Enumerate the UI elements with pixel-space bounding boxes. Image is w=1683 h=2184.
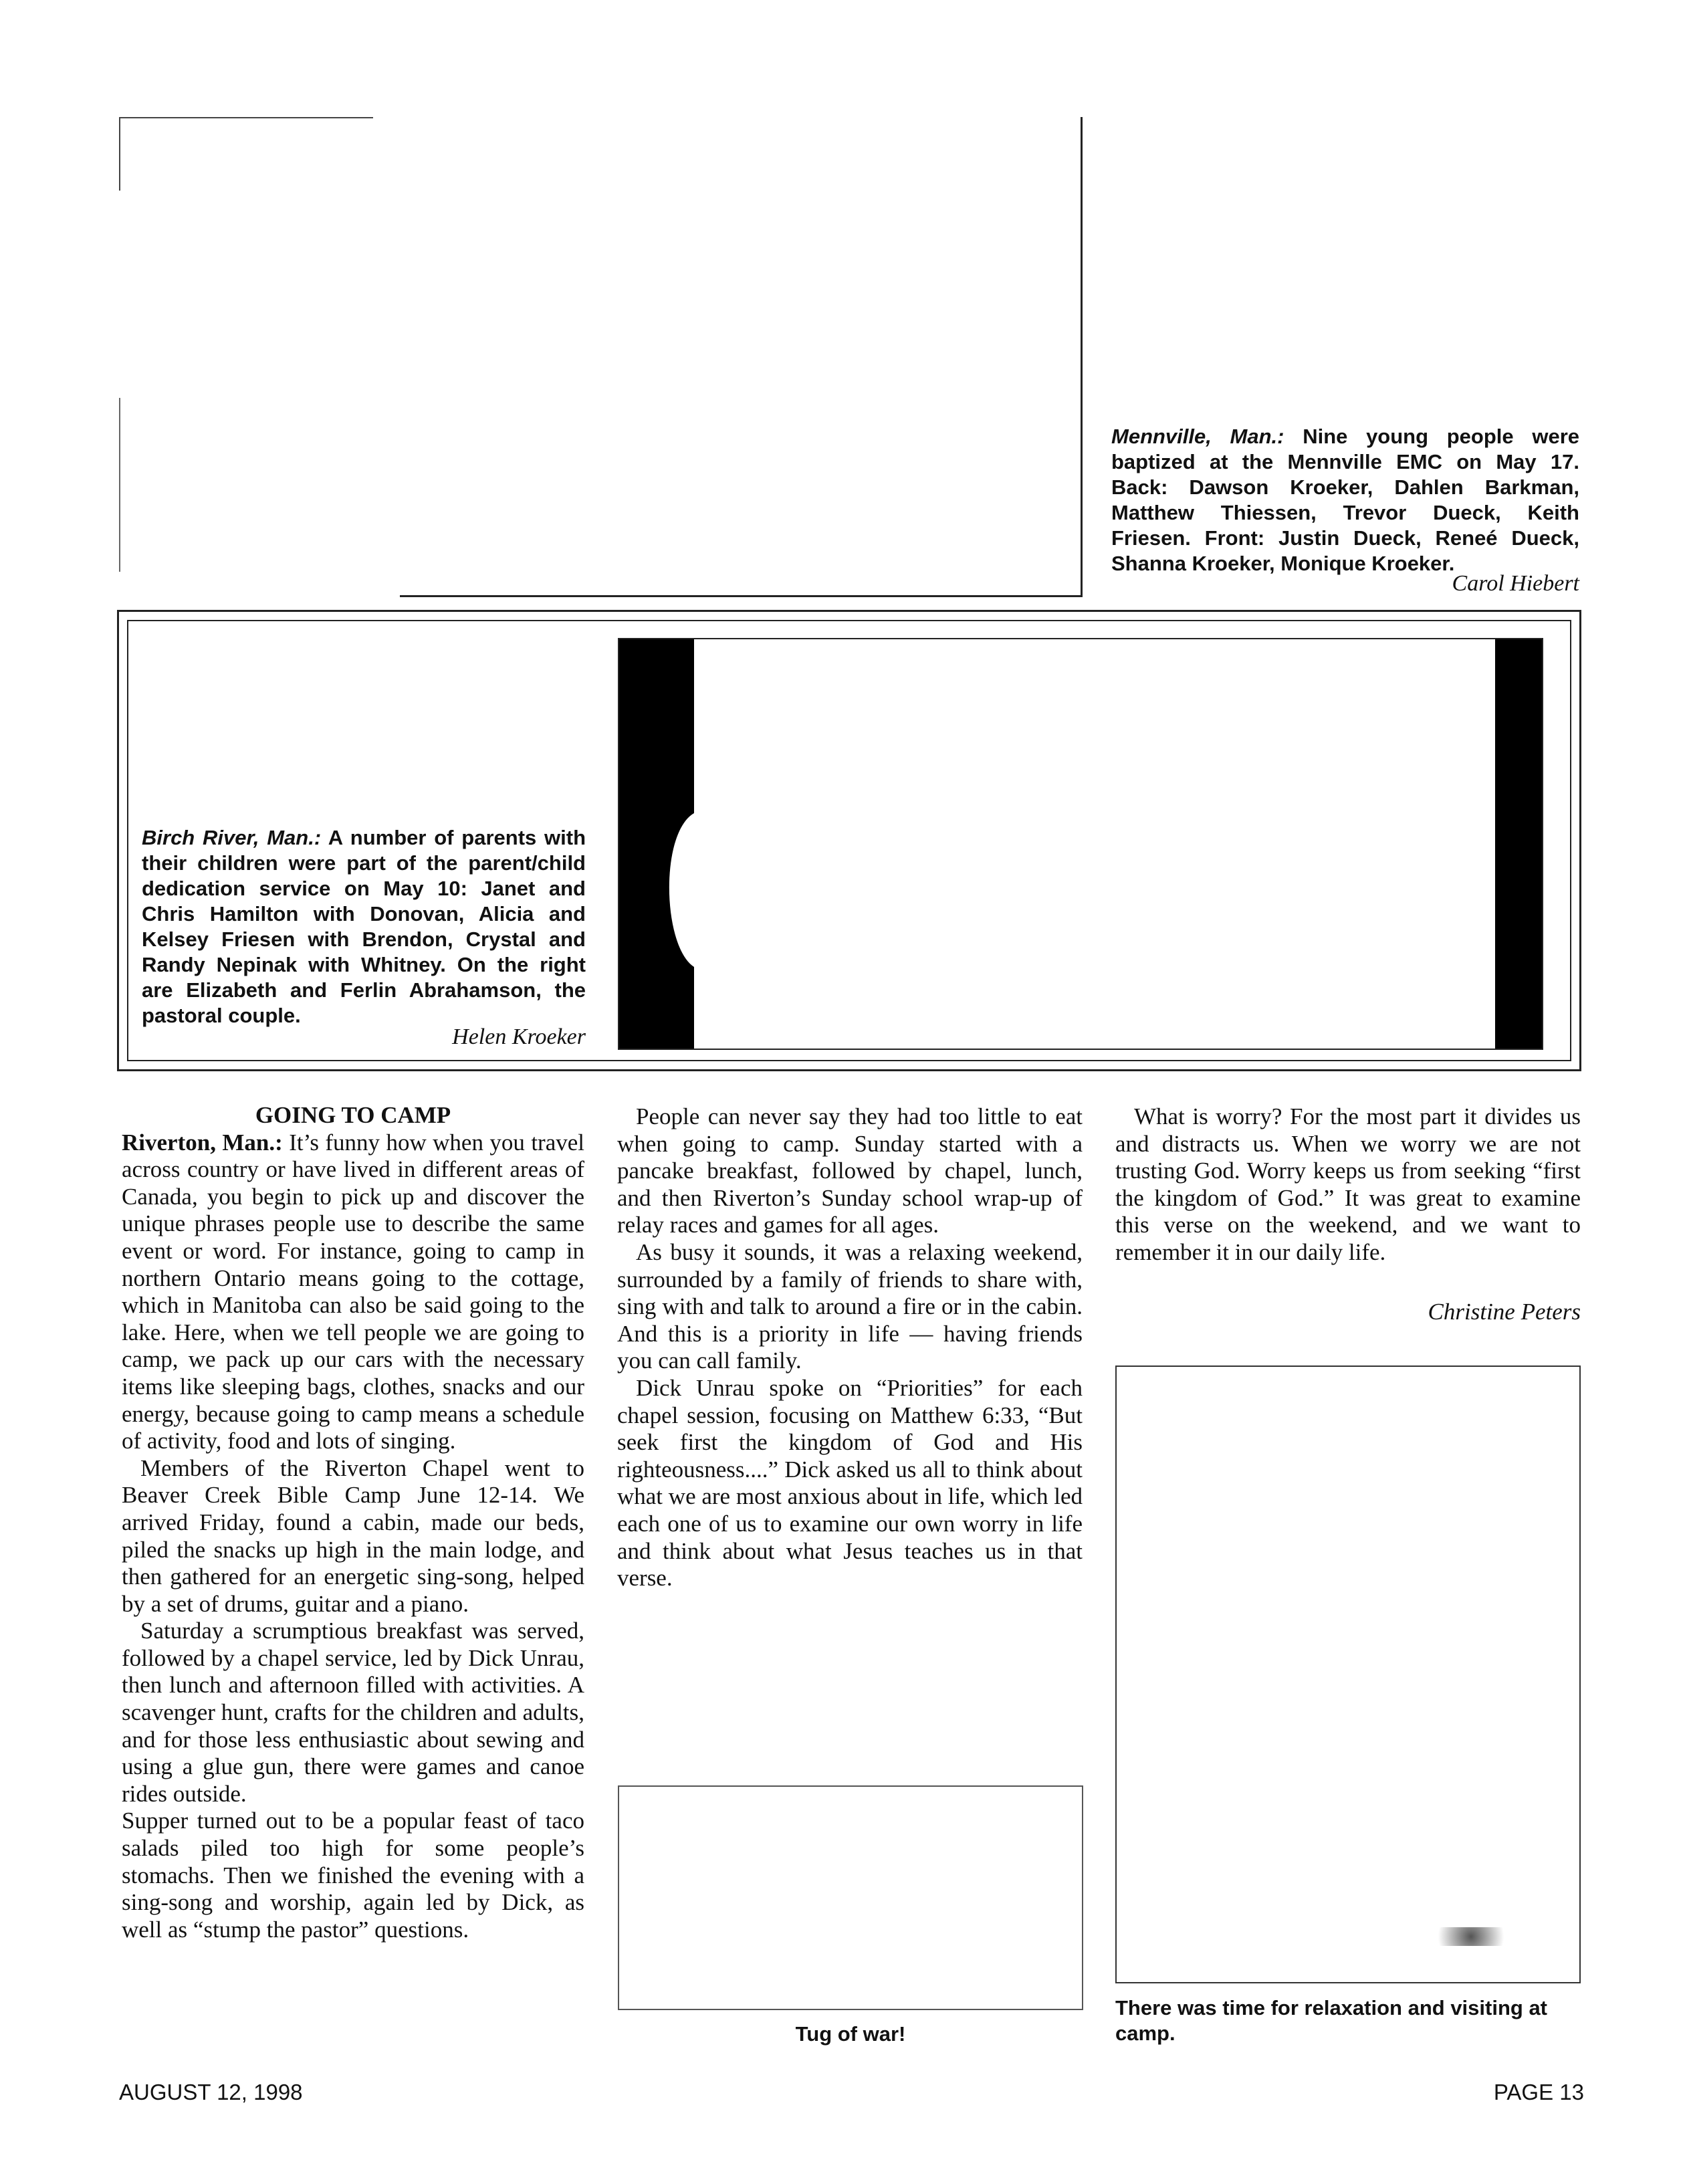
article-paragraph: People can never say they had too little to eat when going to camp. Sunday started with a pancake breakfast, followed by chapel, lunch, and then Riverton’s Sunday school wrap-up of relay races and games for all ages.: [617, 1103, 1083, 1238]
article-column-2: [617, 1103, 1083, 1592]
birch-river-caption-text: A number of parents with their children were part of the parent/child dedication service on May 10: Janet and Chris Hamilton with Donovan, Alicia and Kelsey Friesen with Brendon, Crystal and Randy Nepinak with Whitney. On the right are Elizabeth and Ferlin Abrahamson, the pastoral couple.: [142, 826, 586, 1027]
relaxation-photo: [1115, 1366, 1581, 1983]
article-paragraph: Members of the Riverton Chapel went to Beaver Creek Bible Camp June 12-14. We arrived Friday, found a cabin, made our beds, piled the snacks up high in the main lodge, and then gathered for an energetic sing-song, helped by a set of drums, guitar and a piano.: [122, 1454, 584, 1617]
article-byline: Christine Peters: [1428, 1299, 1581, 1325]
mennville-credit: Carol Hiebert: [1452, 571, 1579, 596]
footer-date: AUGUST 12, 1998: [119, 2080, 303, 2104]
mennville-place: Mennville, Man.:: [1111, 425, 1284, 448]
article-paragraph: [122, 1129, 584, 1455]
tug-of-war-photo: [618, 1785, 1083, 2010]
article-paragraph-text: It’s funny how when you travel across country or have lived in different areas of Canada, you begin to pick up and discover the unique phrases people use to describe the same event or word. For instance, going to camp in northern Ontario means going to the cottage, which in Manitoba can also be said going to the lake. Here, when we tell people we are going to camp, we pack up our cars with the necessary items like sleeping bags, clothes, snacks and our energy, because going to camp means a schedule of activity, food and lots of singing.: [122, 1129, 585, 1454]
mennville-caption: [1111, 424, 1579, 576]
footer-page-number: PAGE 13: [1493, 2080, 1584, 2104]
article-paragraph: What is worry? For the most part it divides us and distracts us. When we worry we are not trusting God. Worry keeps us from seeking “first the kingdom of God.” It was great to examine this verse on the weekend, and we want to remember it in our daily life.: [1115, 1103, 1581, 1265]
relaxation-caption: There was time for relaxation and visiting at camp.: [1115, 1996, 1548, 2045]
article-column-3: [1115, 1103, 1581, 1267]
birch-river-photo: [618, 638, 1543, 1050]
article-headline: GOING TO CAMP: [255, 1102, 451, 1128]
article-paragraph: Supper turned out to be a popular feast of taco salads piled too high for some people’s stomachs. Then we finished the evening with a sing-song and worship, again led by Dick, as well as “stump the pastor” questions.: [122, 1808, 584, 1943]
tug-of-war-caption: Tug of war!: [795, 2022, 906, 2046]
article-paragraph: As busy it sounds, it was a relaxing weekend, surrounded by a family of friends to share with, sing with and talk to around a fire or in the cabin. And this is a priority in life — having friends you can call family.: [617, 1238, 1083, 1374]
article-column-1: [122, 1102, 584, 1943]
mennville-caption-text: Nine young people were baptized at the Mennville EMC on May 17. Back: Dawson Kroeker, Dahlen Barkman, Matthew Thiessen, Trevor Dueck, Keith Friesen. Front: Justin Dueck, Reneé Dueck, Shanna Kroeker, Monique Kroeker.: [1111, 425, 1579, 575]
article-paragraph: Saturday a scrumptious breakfast was served, followed by a chapel service, led by Dick Unrau, then lunch and afternoon filled with activities. A scavenger hunt, crafts for the children and adults, and for those less enthusiastic about sewing and using a glue gun, there were games and canoe rides outside.: [122, 1618, 584, 1807]
birch-river-place: Birch River, Man.:: [142, 826, 322, 849]
article-paragraph: Dick Unrau spoke on “Priorities” for each chapel session, focusing on Matthew 6:33, “But seek first the kingdom of God and His righteousness....” Dick asked us all to think about what we are most anxious about in life, which led each one of us to examine our own worry in life and think about what Jesus teaches us in that verse.: [617, 1374, 1083, 1592]
mennville-photo: [119, 117, 1083, 597]
birch-river-credit: Helen Kroeker: [452, 1024, 586, 1049]
birch-river-caption: [142, 825, 586, 1028]
article-dateline: Riverton, Man.:: [122, 1129, 283, 1156]
